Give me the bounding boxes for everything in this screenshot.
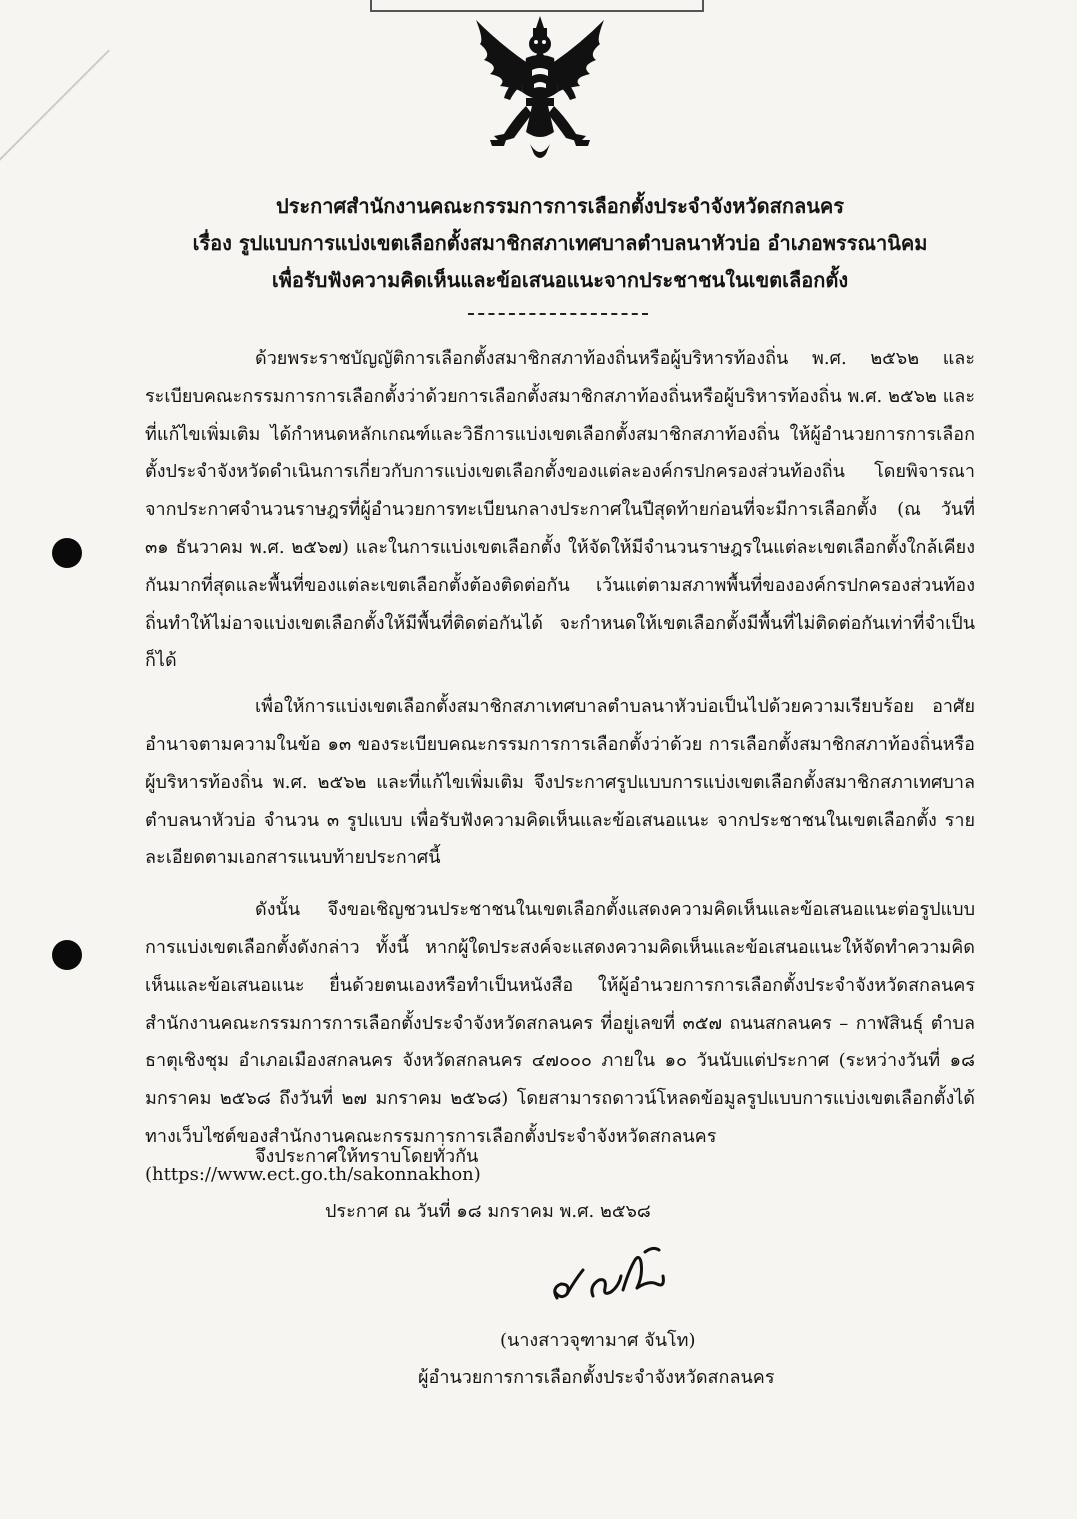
- paragraph-3: ดังนั้น จึงขอเชิญชวนประชาชนในเขตเลือกตั้งแสดงความคิดเห็นและข้อเสนอแนะต่อรูปแบบการแบ่งเขตเลือกตั้งดังกล่าว ทั้งนี้ หากผู้ใดประสงค์จะแสดงความคิดเห็นและข้อเสนอแนะให้จัดทำความคิดเห็นและข้อเสนอแนะ ยื่นด้วยตนเองหรือทำเป็นหนังสือ ให้ผู้อำนวยการการเลือกตั้งประจำจังหวัดสกลนคร สำนักงานคณะกรรมการการเลือกตั้งประจำจังหวัดสกลนคร ที่อยู่เลขที่ ๓๕๗ ถนนสกลนคร – กาฬสินธุ์ ตำบลธาตุเชิงชุม อำเภอเมืองสกลนคร จังหวัดสกลนคร ๔๗๐๐๐ ภายใน ๑๐ วันนับแต่ประกาศ (ระหว่างวันที่ ๑๘ มกราคม ๒๕๖๘ ถึงวันที่ ๒๗ มกราคม ๒๕๖๘) โดยสามารถดาวน์โหลดข้อมูลรูปแบบการแบ่งเขตเลือกตั้งได้ทางเว็บไซต์ของสำนักงานคณะกรรมการการเลือกตั้งประจำจังหวัดสกลนคร (https://www.ect.go.th/sakonnakhon): [145, 899, 975, 1185]
- paragraph-2: เพื่อให้การแบ่งเขตเลือกตั้งสมาชิกสภาเทศบาลตำบลนาหัวบ่อเป็นไปด้วยความเรียบร้อย อาศัยอำนาจตามความในข้อ ๑๓ ของระเบียบคณะกรรมการการเลือกตั้งว่าด้วย การเลือกตั้งสมาชิกสภาท้องถิ่นหรือผู้บริหารท้องถิ่น พ.ศ. ๒๕๖๒ และที่แก้ไขเพิ่มเติม จึงประกาศรูปแบบการแบ่งเขตเลือกตั้งสมาชิกสภาเทศบาลตำบลนาหัวบ่อ จำนวน ๓ รูปแบบ เพื่อรับฟังความคิดเห็นและข้อเสนอแนะ จากประชาชนในเขตเลือกตั้ง รายละเอียดตามเอกสารแนบท้ายประกาศนี้: [145, 696, 975, 869]
- paragraph-1: ด้วยพระราชบัญญัติการเลือกตั้งสมาชิกสภาท้องถิ่นหรือผู้บริหารท้องถิ่น พ.ศ. ๒๕๖๒ และระเบียบคณะกรรมการการเลือกตั้งว่าด้วยการเลือกตั้งสมาชิกสภาท้องถิ่นหรือผู้บริหารท้องถิ่น พ.ศ. ๒๕๖๒ และที่แก้ไขเพิ่มเติม ได้กำหนดหลักเกณฑ์และวิธีการแบ่งเขตเลือกตั้งสมาชิกสภาท้องถิ่น ให้ผู้อำนวยการการเลือกตั้งประจำจังหวัดดำเนินการเกี่ยวกับการแบ่งเขตเลือกตั้งของแต่ละองค์กรปกครองส่วนท้องถิ่น โดยพิจารณาจากประกาศจำนวนราษฎรที่ผู้อำนวยการทะเบียนกลางประกาศในปีสุดท้ายก่อนที่จะมีการเลือกตั้ง (ณ วันที่ ๓๑ ธันวาคม พ.ศ. ๒๕๖๗) และในการแบ่งเขตเลือกตั้ง ให้จัดให้มีจำนวนราษฎรในแต่ละเขตเลือกตั้งใกล้เคียงกันมากที่สุดและพื้นที่ของแต่ละเขตเลือกตั้งต้องติดต่อกัน เว้นแต่ตามสภาพพื้นที่ขององค์กรปกครองส่วนท้องถิ่นทำให้ไม่อาจแบ่งเขตเลือกตั้งให้มีพื้นที่ติดต่อกันได้ จะกำหนดให้เขตเลือกตั้งมีพื้นที่ไม่ติดต่อกันเท่าที่จำเป็นก็ได้: [145, 348, 975, 672]
- paper-fold-line: [0, 49, 110, 227]
- signer-title: ผู้อำนวยการการเลือกตั้งประจำจังหวัดสกลนคร: [418, 1367, 775, 1388]
- header-line-3: เพื่อรับฟังความคิดเห็นและข้อเสนอแนะจากประชาชนในเขตเลือกตั้ง: [271, 268, 849, 292]
- garuda-emblem-icon: [470, 14, 610, 164]
- announcement-body: [145, 340, 975, 1208]
- announcement-date: ประกาศ ณ วันที่ ๑๘ มกราคม พ.ศ. ๒๕๖๘: [325, 1201, 651, 1222]
- staple-mark: [370, 0, 704, 12]
- header-line-2: เรื่อง รูปแบบการแบ่งเขตเลือกตั้งสมาชิกสภาเทศบาลตำบลนาหัวบ่อ อำเภอพรรณานิคม: [192, 231, 928, 255]
- announcement-header: [150, 188, 970, 299]
- header-line-1: ประกาศสำนักงานคณะกรรมการการเลือกตั้งประจำจังหวัดสกลนคร: [275, 194, 845, 218]
- handwritten-signature: [545, 1240, 680, 1310]
- signer-name: (นางสาวจุฑามาศ จันโท): [500, 1330, 696, 1351]
- punch-hole: [52, 940, 82, 970]
- closing-notice: จึงประกาศให้ทราบโดยทั่วกัน: [255, 1146, 479, 1167]
- header-divider: [468, 313, 648, 315]
- punch-hole: [52, 538, 82, 568]
